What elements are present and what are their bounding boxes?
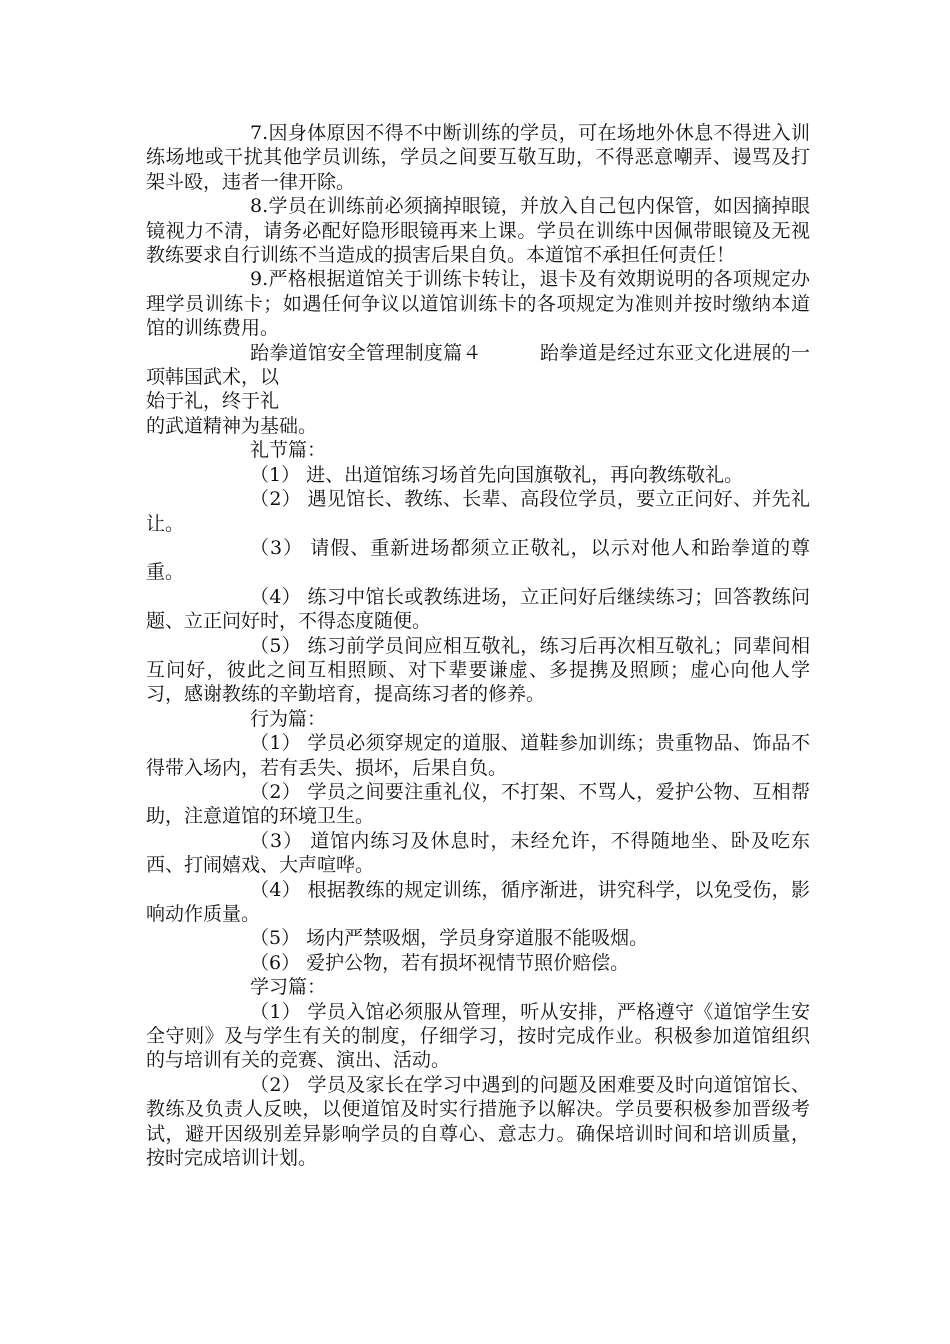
motto-continuation: 的武道精神为基础。 [146,414,318,437]
study-heading: 学习篇： [250,976,327,999]
document-body [146,121,810,1170]
behavior-item-6: （6） 爱护公物，若有损坏视情节照价赔偿。 [250,951,630,974]
behavior-item-2: （2） 学员之间要注重礼仪，不打架、不骂人，爱护公物、互相帮助，注意道馆的环境卫生。 [146,780,810,828]
etiquette-item-3: （3） 请假、重新进场都须立正敬礼，以示对他人和跆拳道的尊重。 [146,536,810,584]
study-item-2: （2） 学员及家长在学习中遇到的问题及困难要及时向道馆馆长、教练及负责人反映，以便道馆及时实行措施予以解决。学员要积极参加晋级考试，避开因级别差异影响学员的自尊心、意志力。确保培训时间和培训质量，按时完成培训计划。 [146,1073,810,1170]
rule-paragraph-9: 9.严格根据道馆关于训练卡转让，退卡及有效期说明的各项规定办理学员训练卡；如遇任何争议以道馆训练卡的各项规定为准则并按时缴纳本道馆的训练费用。 [146,268,810,340]
etiquette-heading: 礼节篇： [250,439,327,462]
behavior-item-1: （1） 学员必须穿规定的道服、道鞋参加训练；贵重物品、饰品不得带入场内，若有丢失、损坏，后果自负。 [146,732,810,779]
behavior-item-4: （4） 根据教练的规定训练，循序渐进，讲究科学，以免受伤，影响动作质量。 [146,878,810,925]
behavior-heading: 行为篇： [250,707,327,730]
rule-paragraph-7: 7.因身体原因不得不中断训练的学员，可在场地外休息不得进入训练场地或干扰其他学员训练，学员之间要互敬互助，不得恶意嘲弄、谩骂及打架斗殴，违者一律开除。 [146,122,810,193]
etiquette-item-1: （1） 进、出道馆练习场首先向国旗敬礼，再向教练敬礼。 [250,463,744,486]
section-heading-part4: 跆拳道馆安全管理制度篇４ 跆拳道是经过东亚文化进展的一项韩国武术，以 [146,341,810,389]
etiquette-item-5: （5） 练习前学员间应相互敬礼，练习后再次相互敬礼；同辈间相互问好，彼此之间互相照顾、对下辈要谦虚、多提携及照顾；虚心向他人学习，感谢教练的辛勤培育，提高练习者的修养。 [146,634,810,706]
behavior-item-5: （5） 场内严禁吸烟，学员身穿道服不能吸烟。 [250,927,649,950]
rule-paragraph-8: 8.学员在训练前必须摘掉眼镜，并放入自己包内保管，如因摘掉眼镜视力不清，请务必配好隐形眼镜再来上课。学员在训练中因佩带眼镜及无视教练要求自行训练不当造成的损害后果自负。本道馆不承担任何责任！ [146,195,810,267]
etiquette-item-2: （2） 遇见馆长、教练、长辈、高段位学员，要立正问好、并先礼让。 [146,488,810,535]
etiquette-item-4: （4） 练习中馆长或教练进场，立正问好后继续练习；回答教练问题、立正问好时，不得态度随便。 [146,585,810,633]
study-item-1: （1） 学员入馆必须服从管理，听从安排，严格遵守《道馆学生安全守则》及与学生有关的制度，仔细学习，按时完成作业。积极参加道馆组织的与培训有关的竞赛、演出、活动。 [146,1000,810,1072]
behavior-item-3: （3） 道馆内练习及休息时，未经允许，不得随地坐、卧及吃东西、打闹嬉戏、大声喧哗。 [146,829,810,877]
motto-line: 始于礼，终于礼 [146,390,280,413]
